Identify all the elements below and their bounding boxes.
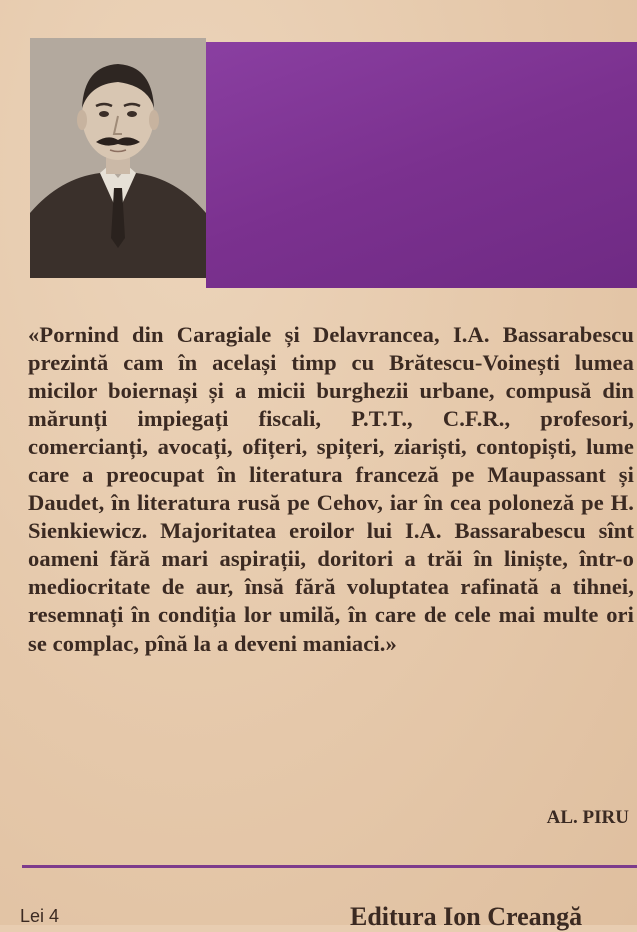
critic-quote: «Pornind din Caragiale și Delavrancea, I.A. Bassarabescu prezintă cam în același timp cu Brătescu-Voinești lumea micilor boiernași și a micii burghezii urbane, compusă din mărunți impiegați fiscali, P.T.T., C.F.R., profesori, comercianți, avocați, ofițeri, spițeri, ziariști, contopiști, lume care a preocupat în literatura franceză pe Maupassant și Daudet, în literatura rusă pe Cehov, iar în cea poloneză pe H. Sienkiewicz. Majoritatea eroilor lui I.A. Bassarabescu sînt oameni fără mari aspirații, doritori a trăi în liniște, într-o mediocritate de aur, însă fără voluptatea rafinată a tihnei, resemnați în condiția lor umilă, în care de cele mai multe ori se complac, pînă la a deveni maniaci.» [28,321,634,656]
quote-author: AL. PIRU [546,807,629,828]
decorative-purple-panel [206,42,637,288]
author-portrait-photo [30,38,206,278]
divider-line [22,865,637,868]
publisher-name: Editura Ion Creangă [350,902,583,931]
price-label: Lei 4 [20,906,60,926]
